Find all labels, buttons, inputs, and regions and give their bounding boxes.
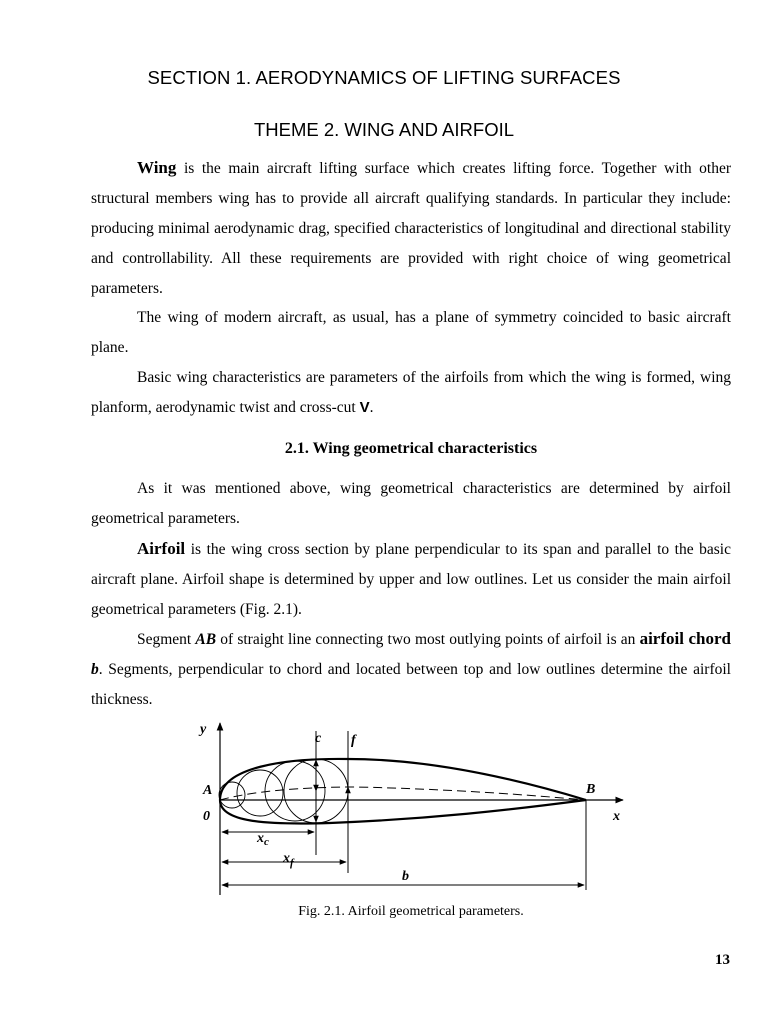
paragraph-end: . — [369, 399, 374, 416]
label-xc — [256, 831, 269, 848]
label-b-point: B — [586, 782, 596, 797]
label-xf-main: x — [283, 851, 290, 866]
airfoil-diagram — [180, 715, 640, 900]
section-title: SECTION 1. AERODYNAMICS OF LIFTING SURFACES — [147, 67, 621, 88]
paragraph-wing-definition — [91, 153, 731, 304]
figure-caption: Fig. 2.1. Airfoil geometrical parameters. — [298, 904, 524, 919]
page-number: 13 — [715, 952, 730, 968]
paragraph-airfoil-definition — [91, 534, 731, 625]
airfoil-figure — [180, 715, 640, 900]
term-airfoil: Airfoil — [137, 539, 186, 558]
label-xc-main: x — [257, 831, 264, 846]
paragraph-text: . Segments, perpendicular to chord and located between top and low outlines determine the airfoil thickness. — [91, 661, 731, 708]
paragraph-text: of straight line connecting two most outlying points of airfoil is an — [216, 631, 640, 648]
paragraph-mentioned-above: As it was mentioned above, wing geometrical characteristics are determined by airfoil geometrical parameters. — [91, 480, 731, 527]
theme-title: THEME 2. WING AND AIRFOIL — [253, 119, 515, 140]
term-airfoil-chord: airfoil chord — [639, 629, 731, 648]
paragraph-text: is the main aircraft lifting surface which creates lifting force. Together with other structural members wing has to provide all aircraft qualifying standards. In particular they include: producing minimal aerodynamic drag, specified characteristics of longitudinal and directional stability and controllability. All these requirements are provided with right choice of wing geometrical parameters. — [91, 160, 731, 297]
label-f: f — [351, 733, 356, 748]
label-c: c — [315, 731, 322, 746]
mean-camber-line — [220, 787, 586, 800]
term-wing: Wing — [137, 158, 177, 177]
label-b-chord: b — [402, 869, 409, 884]
cross-cut-symbol: V — [359, 399, 370, 416]
subsection-title: 2.1. Wing geometrical characteristics — [284, 440, 538, 457]
paragraph-text: Segment — [137, 631, 196, 648]
paragraph-chord — [91, 624, 731, 715]
paragraph-text: Basic wing characteristics are parameters of the airfoils from which the wing is formed, wing planform, aerodynamic twist and cross-cut — [91, 369, 731, 416]
airfoil-lower-outline — [220, 800, 586, 824]
label-x: x — [613, 809, 620, 824]
label-origin: 0 — [203, 809, 210, 824]
chord-symbol: b — [91, 661, 99, 678]
label-xf-sub: f — [290, 857, 294, 869]
segment-ab: AB — [195, 631, 217, 648]
airfoil-upper-outline — [220, 759, 586, 800]
label-a: A — [203, 783, 213, 798]
paragraph-characteristics — [91, 363, 731, 423]
paragraph-symmetry: The wing of modern aircraft, as usual, has a plane of symmetry coincided to basic aircraft plane. — [91, 309, 731, 356]
label-y: y — [200, 722, 207, 737]
label-xf — [282, 851, 295, 869]
inscribed-circle — [237, 770, 283, 816]
label-xc-sub: c — [264, 836, 269, 848]
paragraph-text: is the wing cross section by plane perpendicular to its span and parallel to the basic aircraft plane. Airfoil shape is determined by upper and low outlines. Let us consider the main airfoil geometrical parameters (Fig. 2.1). — [91, 541, 731, 618]
